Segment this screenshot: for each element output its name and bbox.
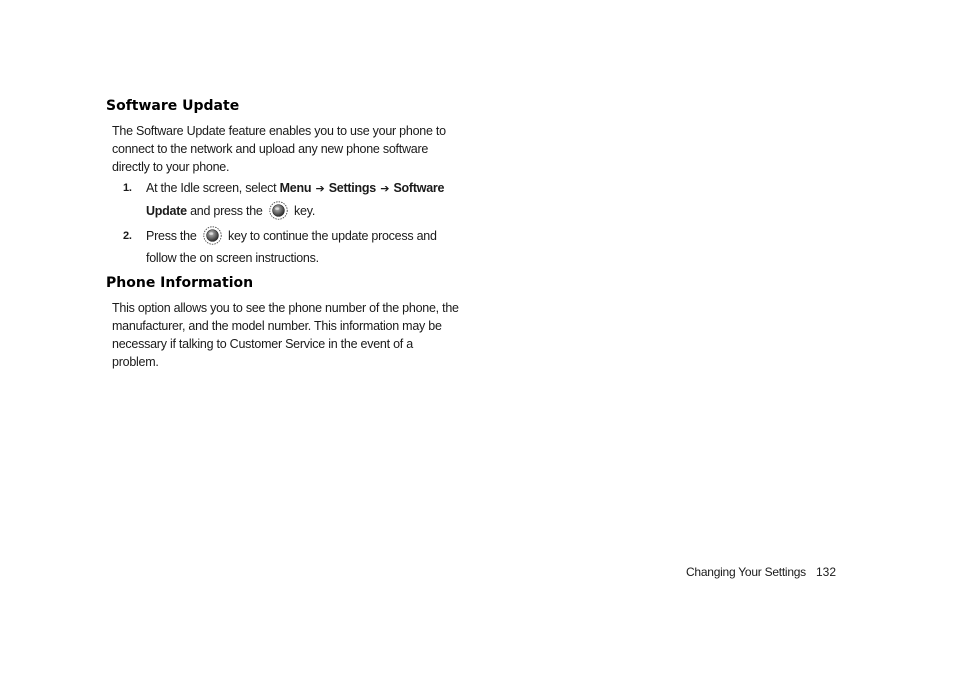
step-2 [123, 225, 463, 269]
description-line: The Software Update feature enables you to use your phone to [112, 124, 446, 138]
description-line: problem. [112, 355, 159, 369]
step-1-middle: and press the [186, 204, 266, 218]
footer-page-number: 132 [816, 565, 837, 579]
description-line: directly to your phone. [112, 160, 230, 174]
description-line: This option allows you to see the phone number of the phone, the [112, 301, 459, 315]
step-2-text [146, 225, 446, 269]
update-label: Update [146, 204, 187, 218]
step-number: 1. [123, 182, 132, 194]
section-heading-phone-information: Phone Information [106, 275, 254, 291]
footer-chapter-title: Changing Your Settings [686, 565, 806, 579]
ok-key-icon [203, 226, 222, 245]
ok-key-icon [269, 201, 288, 220]
software-update-description [112, 122, 446, 176]
step-number: 2. [123, 230, 132, 242]
menu-label: Menu [279, 181, 312, 195]
section-heading-software-update: Software Update [106, 98, 240, 114]
step-1-text [146, 177, 446, 222]
step-2-prefix: Press the [146, 229, 200, 243]
step-1-suffix: key. [290, 204, 316, 218]
arrow-icon: ➔ [315, 182, 325, 195]
software-label: Software [393, 181, 445, 195]
phone-information-description [112, 299, 459, 371]
description-line: necessary if talking to Customer Service in the event of a [112, 337, 413, 351]
description-line: manufacturer, and the model number. This information may be [112, 319, 442, 333]
step-2-suffix-line1: key to continue the update process and [224, 229, 437, 243]
step-1 [123, 177, 463, 222]
description-line: connect to the network and upload any new phone software [112, 142, 429, 156]
step-1-prefix: At the Idle screen, select [146, 181, 280, 195]
step-2-suffix-line2: follow the on screen instructions. [146, 251, 319, 265]
settings-label: Settings [328, 181, 376, 195]
arrow-icon: ➔ [380, 182, 390, 195]
